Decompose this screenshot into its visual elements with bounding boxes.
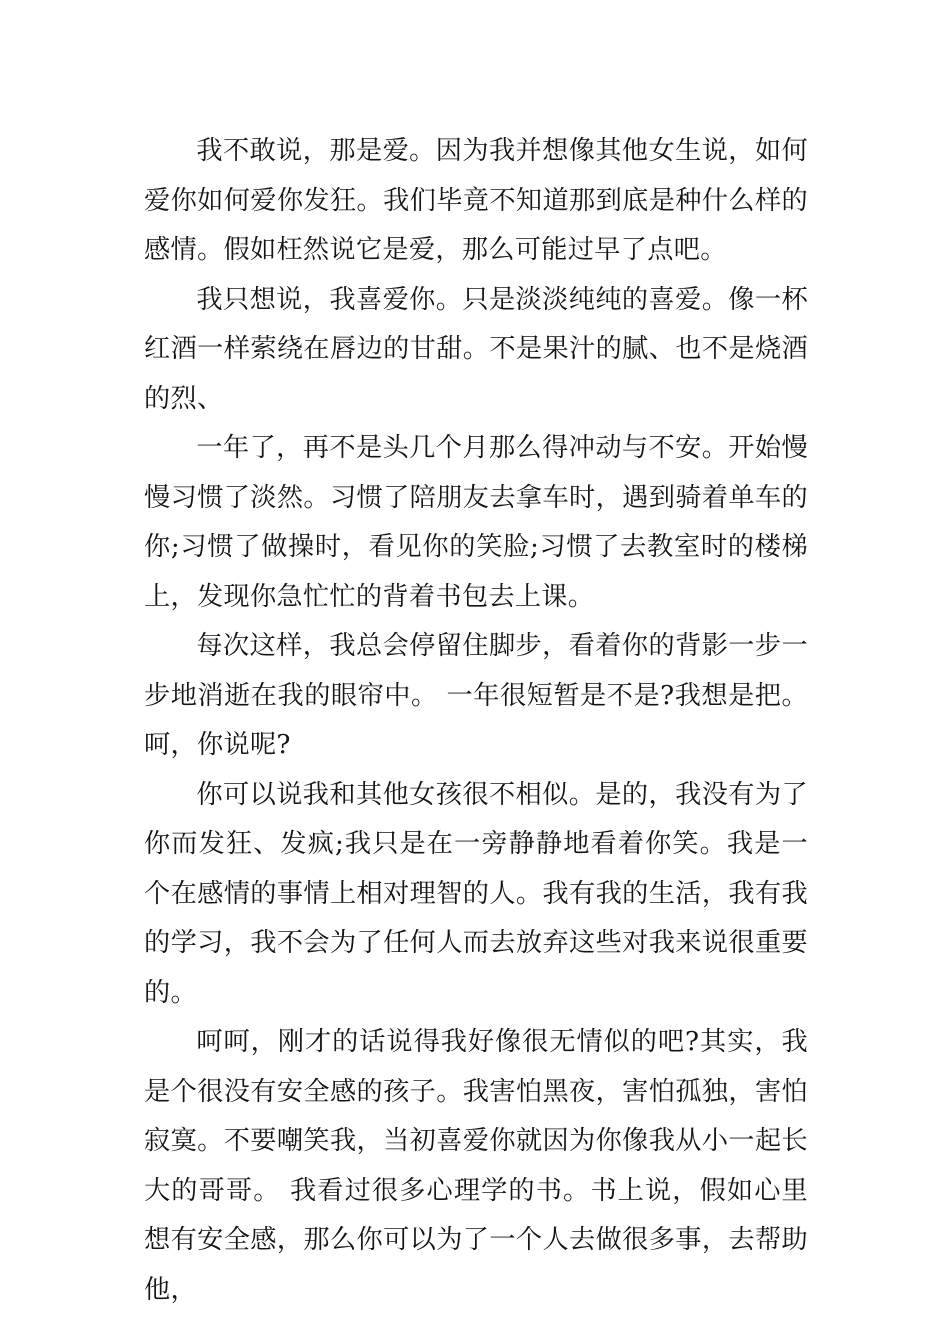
paragraph-2: 我只想说，我喜爱你。只是淡淡纯纯的喜爱。像一杯红酒一样萦绕在唇边的甘甜。不是果汁的腻、也不是烧酒的烈、: [144, 284, 808, 414]
paragraph-3: 一年了，再不是头几个月那么得冲动与不安。开始慢慢习惯了淡然。习惯了陪朋友去拿车时，遇到骑着单车的你;习惯了做操时，看见你的笑脸;习惯了去教室时的楼梯上，发现你急忙忙的背着书包去上课。: [144, 433, 808, 612]
paragraph-5: 你可以说我和其他女孩很不相似。是的，我没有为了你而发狂、发疯;我只是在一旁静静地看着你笑。我是一个在感情的事情上相对理智的人。我有我的生活，我有我的学习，我不会为了任何人而去放弃这些对我来说很重要的。: [144, 779, 808, 1008]
paragraph-4: 每次这样，我总会停留住脚步，看着你的背影一步一步地消逝在我的眼帘中。 一年很短暂是不是?我想是把。呵，你说呢?: [144, 631, 808, 760]
paragraph-6: 呵呵，刚才的话说得我好像很无情似的吧?其实，我是个很没有安全感的孩子。我害怕黑夜，害怕孤独，害怕寂寞。不要嘲笑我，当初喜爱你就因为你像我从小一起长大的哥哥。 我看过很多心理学的书。书上说，假如心里想有安全感，那么你可以为了一个人去做很多事，去帮助他，: [144, 1027, 808, 1305]
document-body: [144, 127, 808, 1315]
paragraph-1: 我不敢说，那是爱。因为我并想像其他女生说，如何爱你如何爱你发狂。我们毕竟不知道那到底是种什么样的感情。假如枉然说它是爱，那么可能过早了点吧。: [144, 136, 808, 265]
